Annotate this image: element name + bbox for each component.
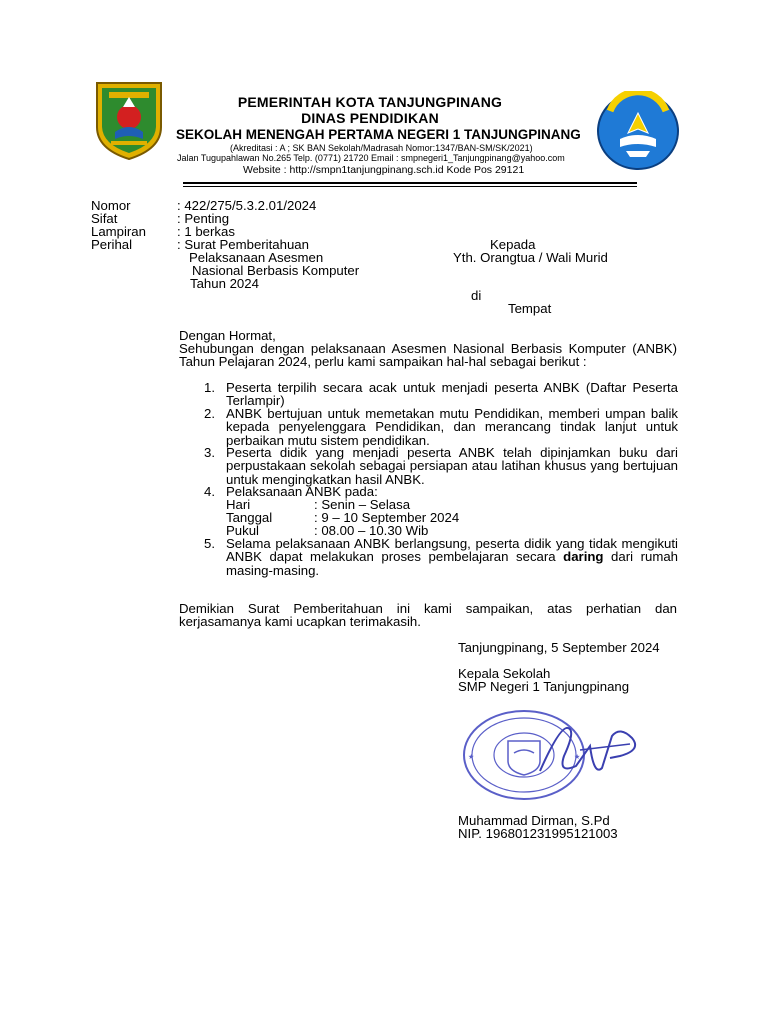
gov-title: PEMERINTAH KOTA TANJUNGPINANG [237,94,503,110]
point-5-text-after: dari rumah masing-masing. [226,549,678,578]
point-number: 2. [204,406,215,421]
point-text [226,537,678,577]
point-number: 5. [204,536,215,551]
website-line: Website : http://smpn1tanjungpinang.sch.id Kode Pos 29121 [243,164,525,176]
point-number: 1. [204,380,215,395]
recipient-name: Yth. Orangtua / Wali Murid [453,250,608,265]
letterhead-rule-thick [183,182,637,184]
kepada-label: Kepada [490,237,536,252]
schedule-pukul-value: : 08.00 – 10.30 Wib [314,523,429,538]
point-text: ANBK bertujuan untuk memetakan mutu Pendidikan, memberi umpan balik kepada penyelenggara Pendidikan, dan merancang tindak lanjut untuk perbaikan mutu sistem pendidikan. [226,406,678,448]
svg-text:★: ★ [574,754,581,761]
schedule-tanggal-label: Tanggal [226,510,273,525]
sifat-label: Sifat [91,211,118,226]
perihal-line1: : Surat Pemberitahuan [177,237,309,252]
signatory-nip: NIP. 196801231995121003 [458,826,618,841]
svg-text:★: ★ [468,754,475,761]
closing-paragraph: Demikian Surat Pemberitahuan ini kami sampaikan, atas perhatian dan kerjasamanya kami ucapkan terimakasih. [179,601,677,630]
nomor-value: : 422/275/5.3.2.01/2024 [177,198,317,213]
letterhead-rule-thin [183,186,637,187]
address-line: Jalan Tugupahlawan No.265 Telp. (0771) 21720 Email : smpnegeri1_Tanjungpinang@yahoo.com [177,153,565,163]
tempat-label: Tempat [508,301,552,316]
perihal-line3: Nasional Berbasis Komputer [192,263,360,278]
schedule-pukul-label: Pukul [226,523,259,538]
schedule-tanggal-value: : 9 – 10 September 2024 [314,510,460,525]
signatory-school: SMP Negeri 1 Tanjungpinang [458,679,630,694]
di-label: di [471,288,482,303]
perihal-line4: Tahun 2024 [190,276,259,291]
point-5-bold-word: daring [563,549,604,565]
point-5-text-before: Selama pelaksanaan ANBK berlangsung, peserta didik yang tidak mengikuti ANBK dapat melakukan proses pembelajaran secara [226,536,678,565]
intro-paragraph: Sehubungan dengan pelaksanaan Asesmen Nasional Berbasis Komputer (ANBK) Tahun Pelajaran 2024, perlu kami sampaikan hal-hal sebagai berikut : [179,341,677,370]
signatory-title: Kepala Sekolah [458,666,551,681]
perihal-label: Perihal [91,237,133,252]
point-number: 4. [204,484,215,499]
perihal-line2: Pelaksanaan Asesmen [189,250,324,265]
point-text: Pelaksanaan ANBK pada: [226,484,378,499]
accreditation-line: (Akreditasi : A ; SK BAN Sekolah/Madrasah Nomor:1347/BAN-SM/SK/2021) [230,143,533,153]
lampiran-label: Lampiran [91,224,146,239]
schedule-hari-label: Hari [226,497,251,512]
point-text: Peserta didik yang menjadi peserta ANBK telah dipinjamkan buku dari perpustakaan sekolah sebagai persiapan atau latihan khusus yang bertujuan untuk mengingkatkan hasil ANBK. [226,445,678,487]
handwritten-signature [520,716,660,786]
point-number: 3. [204,445,215,460]
schedule-hari-value: : Senin – Selasa [314,497,411,512]
agency-title: DINAS PENDIDIKAN [301,110,439,126]
place-date: Tanjungpinang, 5 September 2024 [458,640,660,655]
school-title: SEKOLAH MENENGAH PERTAMA NEGERI 1 TANJUNGPINANG [176,127,581,142]
sifat-value: : Penting [177,211,230,226]
greeting: Dengan Hormat, [179,328,276,343]
lampiran-value: : 1 berkas [177,224,235,239]
point-text: Peserta terpilih secara acak untuk menjadi peserta ANBK (Daftar Peserta Terlampir) [226,380,678,409]
signatory-name: Muhammad Dirman, S.Pd [458,813,610,828]
nomor-label: Nomor [91,198,131,213]
